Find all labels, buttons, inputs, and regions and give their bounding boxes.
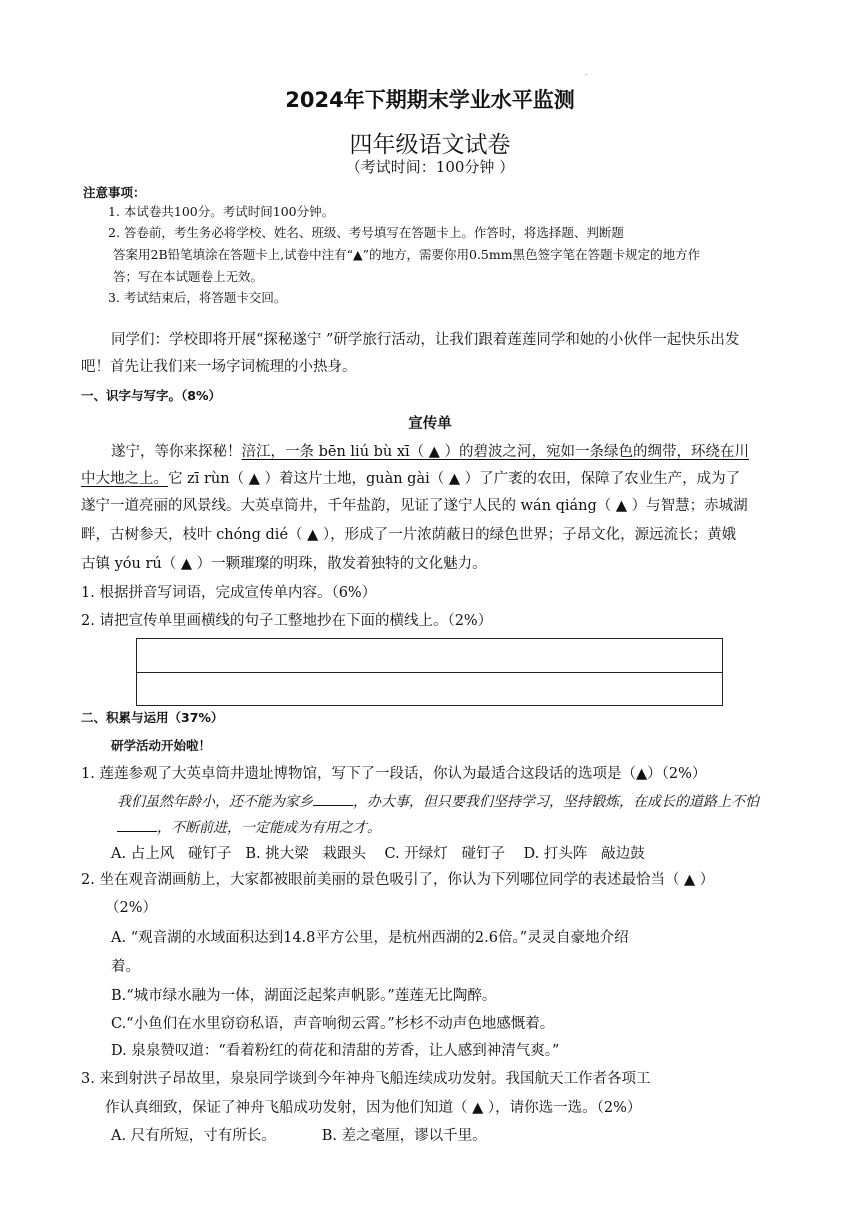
s2-q1-passage-1	[117, 789, 759, 815]
leaflet-line-3: 遂宁一道亮丽的风景线。大英卓筒井，千年盐韵，见证了遂宁人民的 wán qiáng（ ▲ ）与智慧；赤城湖	[81, 498, 748, 514]
leaflet-title: 宣传单	[408, 416, 452, 432]
leaflet-line-1-start: 遂宁，等你来探秘！	[111, 444, 242, 460]
section1-heading: 一、识字与写字。（8%）	[81, 388, 221, 403]
s2-q1-passage-1a: 我们虽然年龄小，还不能为家乡	[117, 794, 313, 810]
leaflet-line-2	[81, 466, 740, 492]
s2-q1-options: A. 占上风 碰钉子 B. 挑大梁 栽跟头 C. 开绿灯 碰钉子 D. 打头阵 敲边鼓	[111, 846, 645, 862]
intro-line-2: 吧！首先让我们来一场字词梳理的小热身。	[81, 359, 357, 375]
s2-q2-option-a-line1: A. “观音湖的水域面积达到14.8平方公里，是杭州西湖的2.6倍。”灵灵自豪地介绍	[111, 930, 629, 946]
intro-line-1: 同学们：学校即将开展“探秘遂宁 ”研学旅行活动，让我们跟着莲莲同学和她的小伙伴一起快乐出发	[111, 332, 740, 348]
note-1: 1. 本试卷共100分。考试时间100分钟。	[108, 204, 335, 219]
leaflet-underlined-1: 涪江，一条 bēn liú bù xī（ ▲ ）的碧波之河，宛如一条绿色的绸带，环绕在川	[241, 444, 750, 460]
leaflet-line-2-rest: 它 zī rùn（ ▲ ）着这片土地，guàn gài（ ▲ ）了广袤的农田，保障了农业生产，成为了	[168, 471, 741, 487]
note-2b: 答案用2B铅笔填涂在答题卡上,试卷中注有“▲”的地方，需要你用0.5mm黑色签字笔在答题卡规定的地方作	[113, 247, 701, 262]
note-2a: 2. 答卷前，考生务必将学校、姓名、班级、考号填写在答题卡上。作答时，将选择题、判断题	[108, 225, 624, 240]
notes-heading: 注意事项：	[83, 185, 146, 200]
s2-q2-option-c: C.“小鱼们在水里窃窃私语，声音响彻云霄。”杉杉不动声色地感慨着。	[111, 1016, 555, 1032]
corner-mark: -	[585, 70, 588, 79]
s2-q3-options: A. 尺有所短，寸有所长。 B. 差之毫厘，谬以千里。	[111, 1128, 487, 1144]
s2-question-3-line1: 3. 来到射洪子昂故里，泉泉同学谈到今年神舟飞船连续成功发射。我国航天工作者各项工	[81, 1071, 651, 1087]
s2-q1-passage-2	[117, 815, 381, 841]
leaflet-line-4: 畔，古树参天，枝叶 chóng dié（ ▲ ），形成了一片浓荫蔽日的绿色世界；子昂文化，源远流长；黄娥	[81, 527, 737, 543]
leaflet-underlined-2: 中大地之上。	[81, 471, 168, 487]
exam-title: 2024年下期期末学业水平监测	[285, 88, 575, 112]
section2-subheading: 研学活动开始啦！	[111, 738, 212, 753]
s2-q2-option-b: B.“城市绿水融为一体，湖面泛起桨声帆影。”莲莲无比陶醉。	[111, 988, 497, 1004]
s2-q1-passage-1b: ，办大事，但只要我们坚持学习，坚持锻炼，在成长的道路上不怕	[353, 794, 759, 810]
leaflet-line-5: 古镇 yóu rú（ ▲ ）一颗璀璨的明珠，散发着独特的文化魅力。	[81, 556, 487, 572]
s1-question-1: 1. 根据拼音写词语，完成宣传单内容。（6%）	[81, 585, 377, 601]
note-2c: 答；写在本试题卷上无效。	[113, 269, 264, 284]
s2-question-2-score: （2%）	[105, 900, 158, 916]
exam-time: （考试时间：100分钟 ）	[345, 158, 515, 176]
fill-blank	[117, 819, 157, 832]
s2-question-2: 2. 坐在观音湖画舫上，大家都被眼前美丽的景色吸引了，你认为下列哪位同学的表述最恰当（ ▲ ）	[81, 872, 715, 888]
s2-question-3-line2: 作认真细致，保证了神舟飞船成功发射，因为他们知道（ ▲ ），请你选一选。（2%）	[105, 1100, 642, 1116]
s2-question-1: 1. 莲莲参观了大英卓筒井遗址博物馆，写下了一段话，你认为最适合这段话的选项是（▲）（2%）	[81, 766, 707, 782]
s1-question-2: 2. 请把宣传单里画横线的句子工整地抄在下面的横线上。（2%）	[81, 613, 493, 629]
s2-q2-option-d: D. 泉泉赞叹道：“看着粉红的荷花和清甜的芳香，让人感到神清气爽。”	[111, 1043, 560, 1059]
s2-q1-passage-2-text: ，不断前进，一定能成为有用之才。	[157, 820, 381, 836]
copy-writing-divider	[136, 672, 723, 673]
fill-blank	[313, 793, 353, 806]
s2-q2-option-a-line2: 着。	[111, 959, 140, 975]
section2-heading: 二、积累与运用（37%）	[81, 710, 224, 725]
exam-subtitle: 四年级语文试卷	[349, 132, 511, 158]
note-3: 3. 考试结束后，将答题卡交回。	[108, 290, 287, 305]
leaflet-line-1	[111, 439, 749, 465]
